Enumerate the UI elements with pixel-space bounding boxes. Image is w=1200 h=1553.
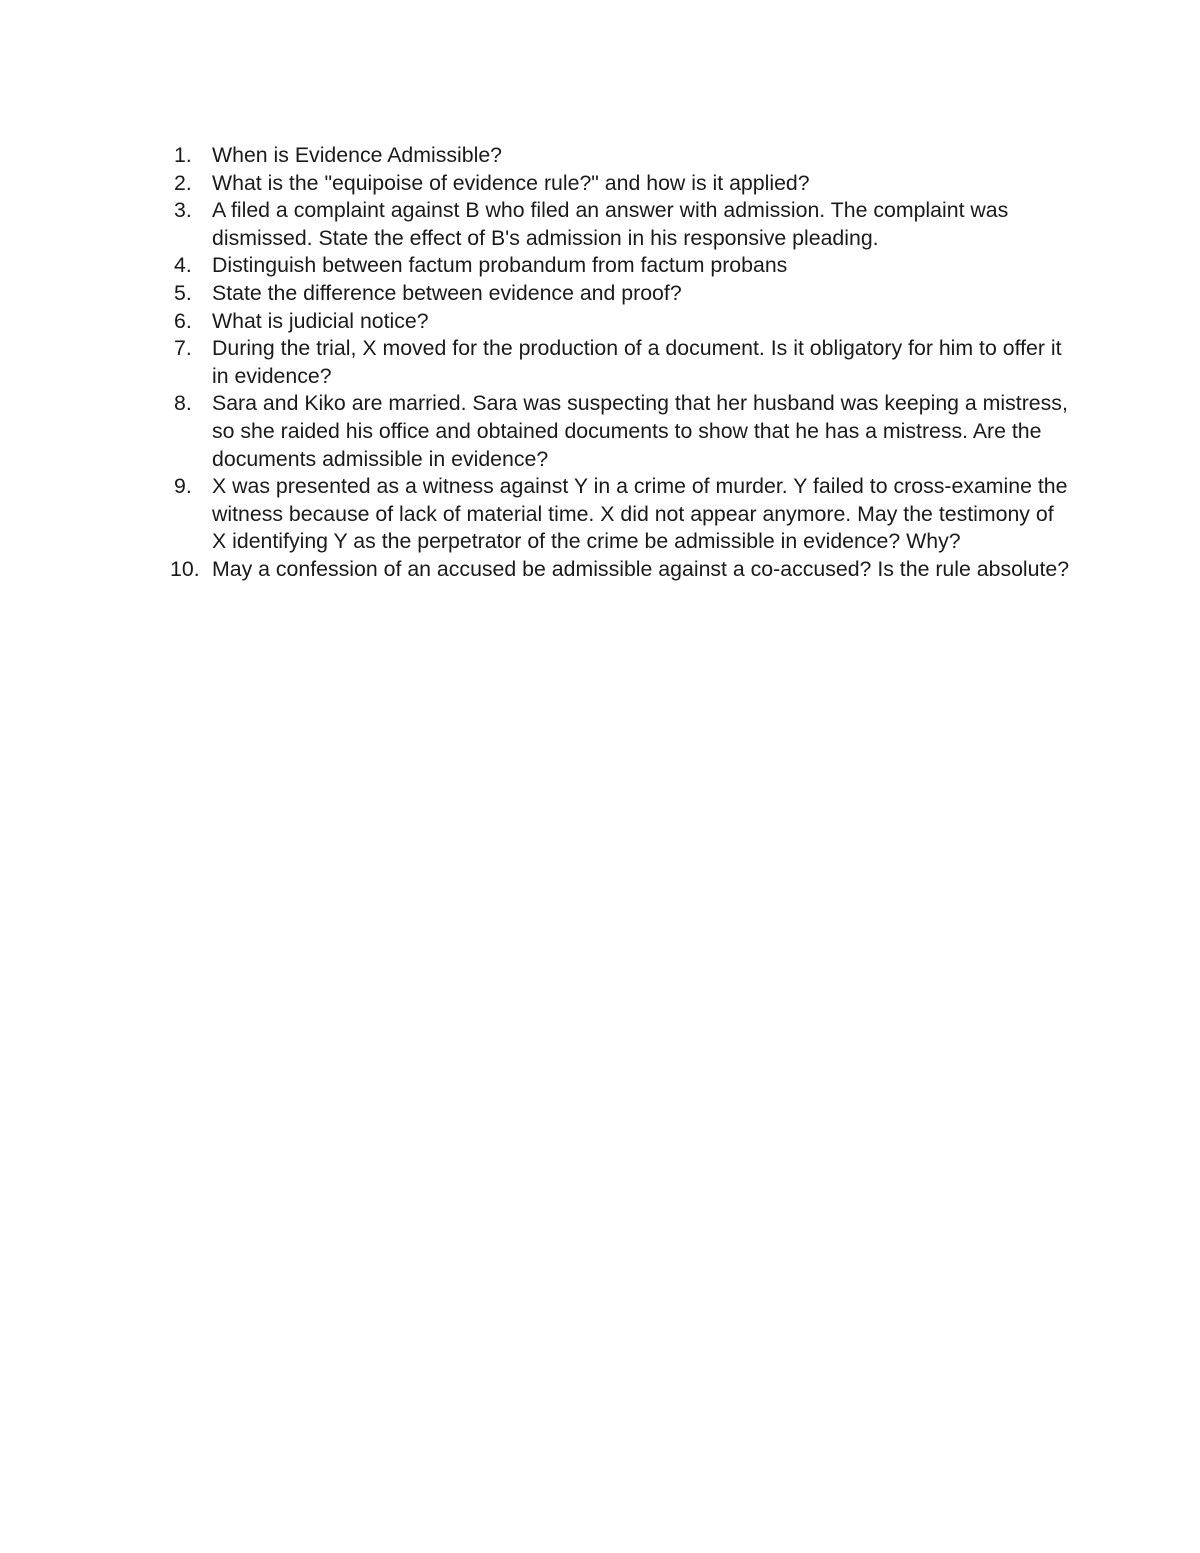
question-text: X was presented as a witness against Y in a crime of murder. Y failed to cross-examine the witness because of lack of material time. X did not appear anymore. May the testimony of X identifying Y as the perpetrator of the crime be admissible in evidence? Why? [212,474,1068,554]
question-number: 10. [170,556,200,581]
question-number: 3. [174,198,192,223]
question-number: 4. [174,253,192,278]
question-item-7 [170,335,1070,390]
question-text: May a confession of an accused be admissible against a co-accused? Is the rule absolute? [212,556,1070,581]
question-number: 5. [174,280,192,305]
question-text: Distinguish between factum probandum from factum probans [212,253,788,278]
question-number: 8. [174,391,192,416]
question-number: 9. [174,474,192,499]
question-text: What is the "equipoise of evidence rule?" and how is it applied? [212,170,810,195]
question-item-10 [170,556,1070,584]
question-number: 7. [174,336,192,361]
question-item-6 [170,308,1070,336]
question-item-9 [170,473,1070,556]
question-item-8 [170,390,1070,473]
question-item-1 [170,142,1070,170]
question-text: A filed a complaint against B who filed an answer with admission. The complaint was dismissed. State the effect of B's admission in his responsive pleading. [212,198,1009,250]
question-number: 2. [174,170,192,195]
question-text: During the trial, X moved for the production of a document. Is it obligatory for him to offer it in evidence? [212,336,1062,388]
question-list [170,142,1070,584]
question-number: 1. [174,143,192,167]
question-text: Sara and Kiko are married. Sara was suspecting that her husband was keeping a mistress, so she raided his office and obtained documents to show that he has a mistress. Are the documents admissible in evidence? [212,391,1068,471]
question-item-3 [170,197,1070,252]
question-number: 6. [174,308,192,333]
question-item-2 [170,170,1070,198]
question-text: When is Evidence Admissible? [212,143,503,167]
question-text: What is judicial notice? [212,308,429,333]
question-item-4 [170,252,1070,280]
question-text: State the difference between evidence and proof? [212,280,682,305]
question-item-5 [170,280,1070,308]
